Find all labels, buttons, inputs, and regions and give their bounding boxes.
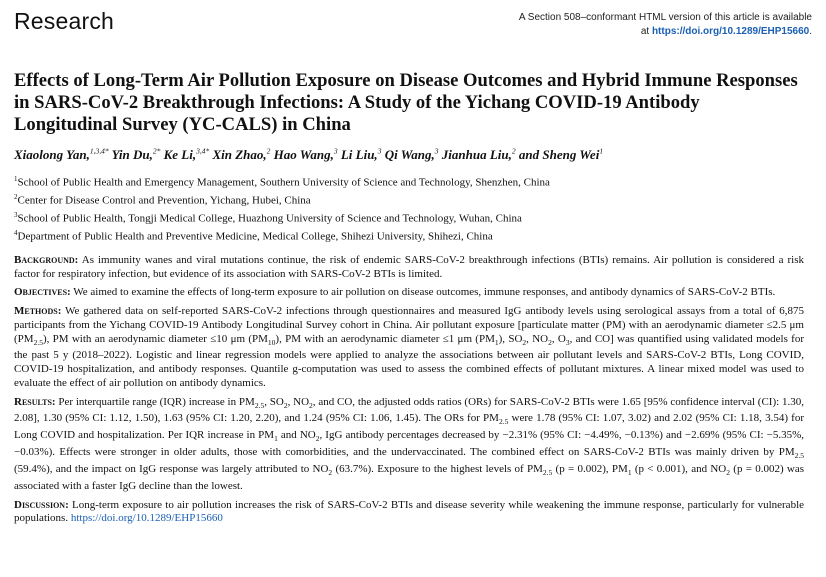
author: Yin Du,$^{2*}$ — [111, 147, 161, 163]
article-title: Effects of Long-Term Air Pollution Exposure on Disease Outcomes and Hybrid Immune Responses in SARS-CoV-2 Breakthrough Infections: A Study of the Yichang COVID-19 Antibody Longitudinal Survey (YC-CALS) in China — [14, 70, 798, 135]
author-list — [14, 147, 814, 163]
discussion-doi-link[interactable]: https://doi.org/10.1289/EHP15660 — [70, 512, 223, 525]
abstract-discussion: Discussion: Long-term exposure to air pollution increases the risk of SARS-CoV-2 BTIs and disease severity while weakening the immune response, particularly for vulnerable populations. https://doi.org/10.1289/EHP15660 — [14, 498, 805, 525]
note-text: A Section 508–conformant HTML version of this article is available at — [518, 12, 812, 37]
background-heading: Background: — [14, 254, 79, 266]
author: Xiaolong Yan,$^{1,3,4*}$ — [14, 147, 109, 163]
doi-link[interactable]: https://doi.org/10.1289/EHP15660 — [651, 26, 810, 37]
author: Jianhua Liu,$^2$ — [441, 147, 516, 163]
author: Hao Wang,$^3$ — [273, 147, 338, 163]
affiliations — [14, 172, 804, 243]
author: Li Liu,$^3$ — [340, 147, 382, 163]
author: Qi Wang,$^3$ — [384, 147, 439, 163]
author: and Sheng Wei$^1$ — [518, 147, 604, 163]
methods-heading: Methods: — [14, 305, 62, 318]
section-label: Research — [14, 8, 115, 34]
note-end: . — [809, 26, 812, 37]
abstract-objectives: Objectives: We aimed to examine the effects of long-term exposure to air pollution on disease outcomes, immune responses, and antibody dynamics of SARS-CoV-2 BTIs. — [14, 286, 776, 299]
affiliation: $^4$Department of Public Health and Preventive Medicine, Medical College, Shihezi University, Shihezi, China — [14, 228, 493, 243]
author: Xin Zhao,$^2$ — [212, 147, 271, 163]
abstract-results: Results: Per interquartile range (IQR) increase in $PM_{2.5}$, $SO_2$, $NO_2$, and CO, the adjusted odds ratios (ORs) for SARS-CoV-2 BTIs were 1.65 [95% confidence interval (CI): 1.30, 2.08], 1.30 (95% CI: 1.12, 1.50), 1.63 (95% CI: 1.20, 2.20), and 1.24 (95% CI: 1.06, 1.45). The ORs for $PM_{2.5}$ were 1.78 (95% CI: 1.07, 3.02) and 2.02 (95% CI: 1.18, 3.54) for Long COVID and hospitalization. Per IQR increase in $PM_1$ and $NO_2$, IgG antibody percentages decreased by −2.31% (95% CI: −4.49%, −0.13%) and −2.69% (95% CI: −5.35%, −0.03%). Effects were stronger in older adults, those with comorbidities, and the undervaccinated. The combined effect on SARS-CoV-2 BTIs was mainly driven by $PM_{2.5}$ (59.4%), and the impact on IgG response was largely attributed to $NO_2$ (63.7%). Exposure to the highest levels of $PM_{2.5}$ (p = 0.002), $PM_1$ (p < 0.001), and $NO_2$ (p = 0.002) was associated with a faster IgG decline than the lowest. — [14, 395, 805, 492]
results-heading: Results: — [14, 395, 56, 408]
affiliation: $^3$School of Public Health, Tongji Medical College, Huazhong University of Science and Technology, Wuhan, China — [14, 210, 522, 225]
abstract-methods: Methods: We gathered data on self-reported SARS-CoV-2 infections through questionnaires and measured IgG antibody levels using serological assays from a total of 6,875 participants from the Yichang COVID-19 Antibody Longitudinal Survey cohort in China. Air pollutant exposure [particulate matter (PM) with an aerodynamic diameter ≤2.5 μm $(PM_{2.5})$, PM with an aerodynamic diameter ≤10 μm $(PM_{10})$, PM with an aerodynamic diameter ≤1 μm $(PM_1)$, $SO_2$, $NO_2$, $O_3$, and CO] was quantified using validated models for the past 5 y (2018–2022). Logistic and linear regression models were applied to analyze the associations between air pollutant levels and SARS-CoV-2 BTIs, Long COVID, COVID-19 hospitalization, and antibody responses. Quantile g-computation was used to assess the combined effects of pollutant mixtures. A linear mixed model was used to evaluate the effect of air pollution on antibody dynamics. — [14, 305, 804, 389]
abstract-background: Background: As immunity wanes and viral mutations continue, the risk of endemic SARS-CoV-2 breakthrough infections (BTIs) remains. Air pollution is considered a risk factor for respiratory infection, but evidence of its association with SARS-CoV-2 BTIs is limited. — [14, 254, 804, 280]
abstract — [14, 254, 804, 531]
objectives-heading: Objectives: — [14, 286, 71, 299]
author: Ke Li,$^{3,4*}$ — [163, 147, 210, 163]
affiliation: $^2$Center for Disease Control and Prevention, Yichang, Hubei, China — [14, 192, 311, 207]
discussion-heading: Discussion: — [14, 498, 69, 511]
html-version-note — [512, 11, 812, 39]
affiliation: $^1$School of Public Health and Emergency Management, Southern University of Science and Technology, Shenzhen, China — [14, 175, 550, 189]
